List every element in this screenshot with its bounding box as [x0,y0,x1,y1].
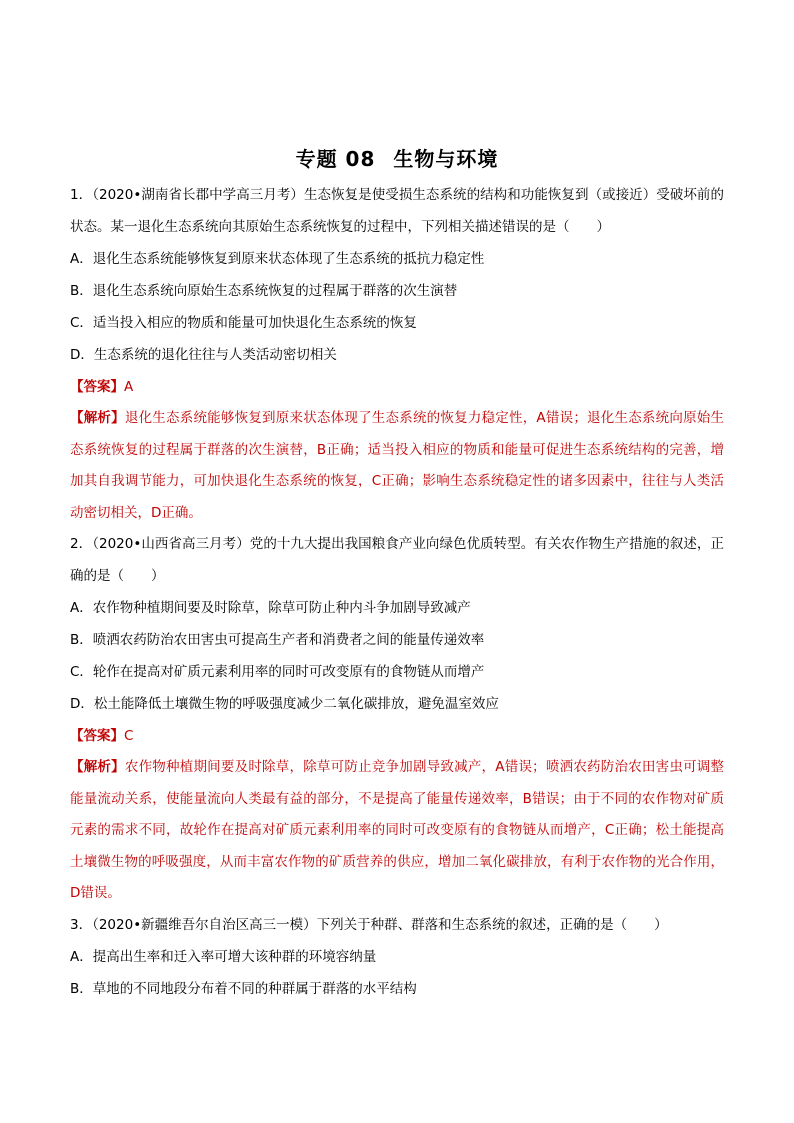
analysis-text: 退化生态系统能够恢复到原来状态体现了生态系统的恢复力稳定性，A错误；退化生态系统向原始生态系统恢复的过程属于群落的次生演替，B正确；适当投入相应的物质和能量可促进生态系统结构的完善，增加其自我调节能力，可加快退化生态系统的恢复，C正确；影响生态系统稳定性的诸多因素中，往往与人类活动密切相关，D正确。 [70,410,725,521]
analysis-tag: 【解析】 [70,410,125,426]
answer-line [70,371,724,403]
option-d: D．松土能降低土壤微生物的呼吸强度减少二氧化碳排放，避免温室效应 [70,696,499,712]
page-title [70,146,724,172]
question-stem: 2．（2020•山西省高三月考）党的十九大提出我国粮食产业向绿色优质转型。有关农作物生产措施的叙述，正确的是（ ） [70,536,724,584]
question-1 [70,180,724,529]
answer-line [70,720,724,752]
analysis [70,752,724,910]
option-c: C．轮作在提高对矿质元素利用率的同时可改变原有的食物链从而增产 [70,664,485,680]
option-a: A．提高出生率和迁入率可增大该种群的环境容纳量 [70,949,377,965]
option-b: B．喷洒农药防治农田害虫可提高生产者和消费者之间的能量传递效率 [70,632,485,648]
answer-value: A [124,379,134,395]
option-a: A．农作物种植期间要及时除草，除草可防止种内斗争加剧导致减产 [70,600,471,616]
option-d: D．生态系统的退化往往与人类活动密切相关 [70,347,337,363]
analysis-tag: 【解析】 [70,759,125,775]
question-3 [70,910,724,1006]
question-stem: 3．（2020•新疆维吾尔自治区高三一模）下列关于种群、群落和生态系统的叙述，正确的是（ ） [70,916,668,933]
question-stem: 1．（2020•湖南省长郡中学高三月考）生态恢复是使受损生态系统的结构和功能恢复到（或接近）受破坏前的状态。某一退化生态系统向其原始生态系统恢复的过程中，下列相关描述错误的是（ ） [70,187,724,235]
answer-tag: 【答案】 [70,728,124,744]
answer-tag: 【答案】 [70,379,124,395]
question-2 [70,529,724,910]
title-part-2: 生物与环境 [393,147,499,171]
title-part-1: 专题 08 [295,147,376,171]
option-c: C．适当投入相应的物质和能量可加快退化生态系统的恢复 [70,315,417,331]
option-b: B．退化生态系统向原始生态系统恢复的过程属于群落的次生演替 [70,283,458,299]
analysis [70,403,724,529]
analysis-text: 农作物种植期间要及时除草，除草可防止竞争加剧导致减产，A错误；喷洒农药防治农田害虫可调整能量流动关系，使能量流向人类最有益的部分，不是提高了能量传递效率，B错误；由于不同的农作物对矿质元素的需求不同，故轮作在提高对矿质元素利用率的同时可改变原有的食物链从而增产，C正确；松土能提高土壤微生物的呼吸强度，从而丰富农作物的矿质营养的供应，增加二氧化碳排放，有利于农作物的光合作用，D错误。 [70,759,725,901]
option-a: A．退化生态系统能够恢复到原来状态体现了生态系统的抵抗力稳定性 [70,251,485,267]
answer-value: C [124,728,134,744]
option-b: B．草地的不同地段分布着不同的种群属于群落的水平结构 [70,981,417,997]
